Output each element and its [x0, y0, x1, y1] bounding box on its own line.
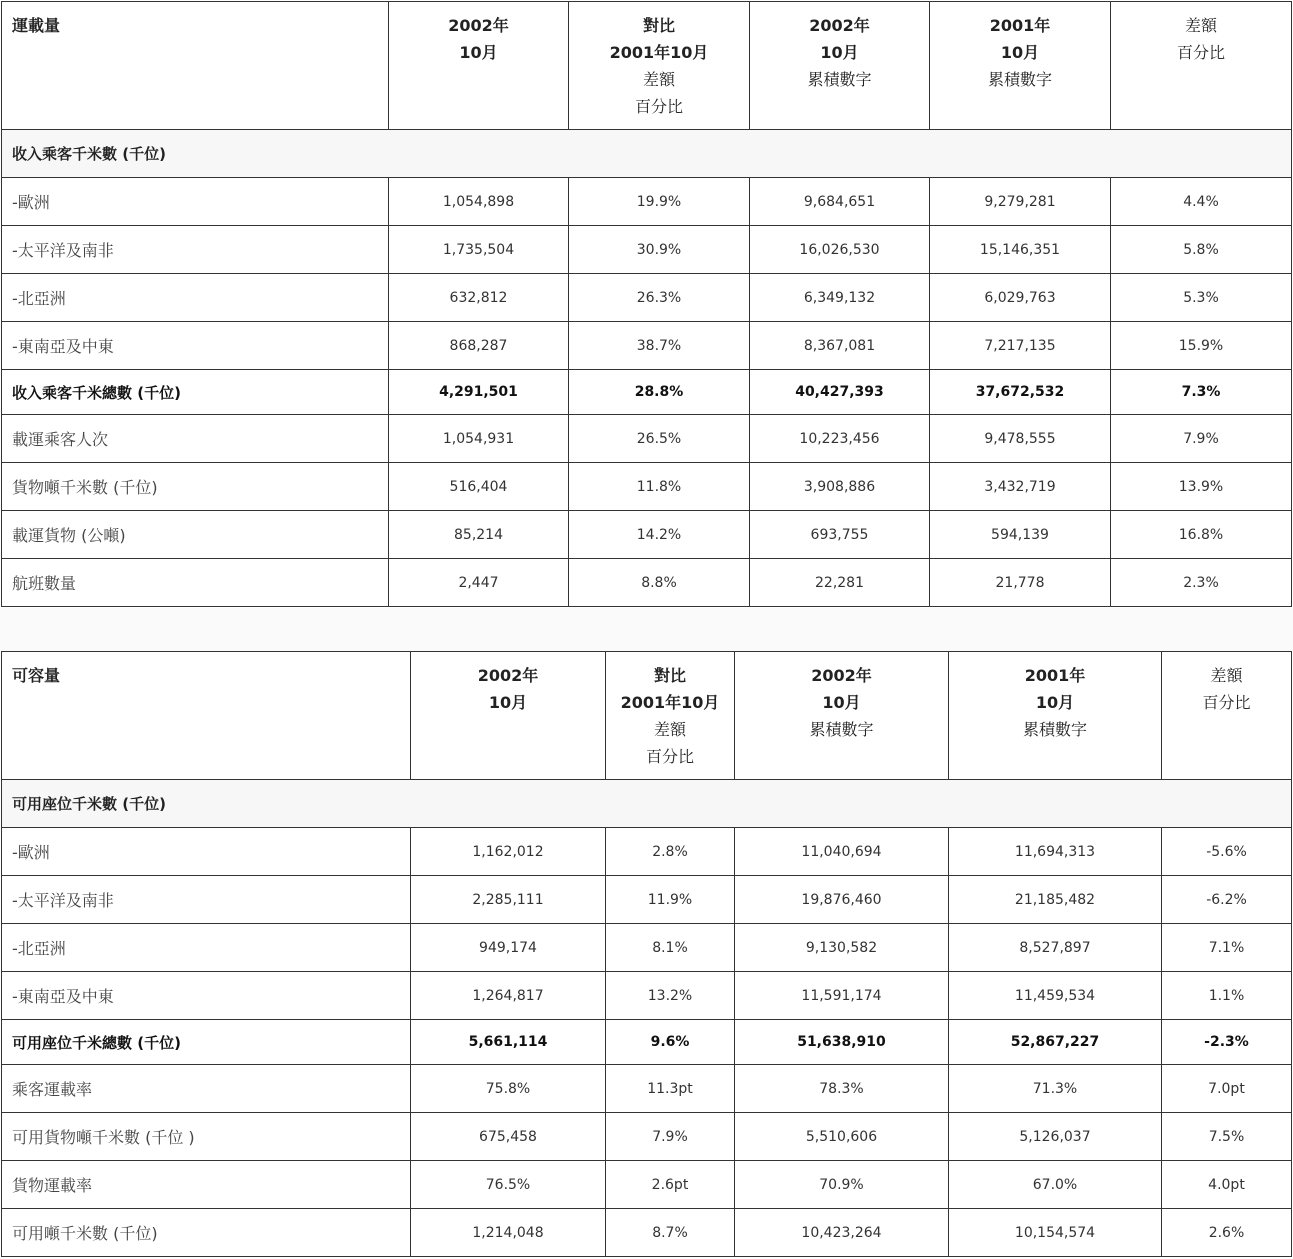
table-row — [2, 1113, 1292, 1161]
cell: 693,755 — [750, 511, 930, 559]
cell: 11,591,174 — [735, 972, 949, 1020]
table-row — [2, 972, 1292, 1020]
cell: 3,908,886 — [750, 463, 930, 511]
table-row — [2, 1209, 1292, 1257]
row-label: 乘客運載率 — [2, 1065, 411, 1113]
table-row — [2, 322, 1292, 370]
table-row — [2, 828, 1292, 876]
cell: 22,281 — [750, 559, 930, 607]
col-header-diff-percent: 差額 百分比 — [1111, 2, 1292, 130]
cell: 19.9% — [569, 178, 750, 226]
table-row — [2, 226, 1292, 274]
col-header-compare: 對比 2001年10月 差額 百分比 — [606, 652, 735, 780]
cell: 67.0% — [949, 1161, 1162, 1209]
cell: 6,029,763 — [930, 274, 1111, 322]
row-label: 貨物運載率 — [2, 1161, 411, 1209]
table-separator — [0, 608, 1293, 651]
col-header-2002-oct: 2002年 10月 — [411, 652, 606, 780]
cell: 1,054,931 — [389, 415, 569, 463]
cell: 26.5% — [569, 415, 750, 463]
cell: 52,867,227 — [949, 1020, 1162, 1065]
table-title: 運載量 — [2, 2, 389, 130]
table-title: 可容量 — [2, 652, 411, 780]
row-label: -太平洋及南非 — [2, 226, 389, 274]
cell: 8.8% — [569, 559, 750, 607]
table-header-row — [2, 652, 1292, 780]
col-header-2002-cumulative: 2002年 10月 累積數字 — [735, 652, 949, 780]
table-row — [2, 274, 1292, 322]
table-row — [2, 876, 1292, 924]
cell: 16.8% — [1111, 511, 1292, 559]
cell: 10,223,456 — [750, 415, 930, 463]
cell: 1,735,504 — [389, 226, 569, 274]
cell: 11,459,534 — [949, 972, 1162, 1020]
cell: 516,404 — [389, 463, 569, 511]
row-label: 貨物噸千米數 (千位) — [2, 463, 389, 511]
section-title: 收入乘客千米數 (千位) — [2, 130, 1292, 178]
cell: 6,349,132 — [750, 274, 930, 322]
cell: 26.3% — [569, 274, 750, 322]
cell: 70.9% — [735, 1161, 949, 1209]
cell: -6.2% — [1162, 876, 1292, 924]
section-title: 可用座位千米數 (千位) — [2, 780, 1292, 828]
cell: -2.3% — [1162, 1020, 1292, 1065]
cell: 11.3pt — [606, 1065, 735, 1113]
cell: 594,139 — [930, 511, 1111, 559]
cell: 7.0pt — [1162, 1065, 1292, 1113]
cell: 78.3% — [735, 1065, 949, 1113]
cell: 10,154,574 — [949, 1209, 1162, 1257]
cell: 16,026,530 — [750, 226, 930, 274]
row-label: -太平洋及南非 — [2, 876, 411, 924]
row-label: -歐洲 — [2, 828, 411, 876]
cell: 8.1% — [606, 924, 735, 972]
cell: 38.7% — [569, 322, 750, 370]
cell: 868,287 — [389, 322, 569, 370]
cell: 2.6% — [1162, 1209, 1292, 1257]
cell: 9,130,582 — [735, 924, 949, 972]
row-label: -北亞洲 — [2, 274, 389, 322]
cell: 3,432,719 — [930, 463, 1111, 511]
cell: 11,040,694 — [735, 828, 949, 876]
cell: 7.1% — [1162, 924, 1292, 972]
cell: 11.8% — [569, 463, 750, 511]
col-header-compare: 對比 2001年10月 差額 百分比 — [569, 2, 750, 130]
cell: 2,285,111 — [411, 876, 606, 924]
table-row — [2, 924, 1292, 972]
row-label: 航班數量 — [2, 559, 389, 607]
cell: 7,217,135 — [930, 322, 1111, 370]
row-label: 可用座位千米總數 (千位) — [2, 1020, 411, 1065]
cell: 7.9% — [1111, 415, 1292, 463]
cell: 4,291,501 — [389, 370, 569, 415]
cell: 85,214 — [389, 511, 569, 559]
cell: 2.6pt — [606, 1161, 735, 1209]
cell: 1,264,817 — [411, 972, 606, 1020]
cell: 40,427,393 — [750, 370, 930, 415]
col-header-2001-cumulative: 2001年 10月 累積數字 — [930, 2, 1111, 130]
cell: 15,146,351 — [930, 226, 1111, 274]
table-row — [2, 178, 1292, 226]
cell: 8.7% — [606, 1209, 735, 1257]
cell: 949,174 — [411, 924, 606, 972]
cell: 11,694,313 — [949, 828, 1162, 876]
table-row — [2, 559, 1292, 607]
cell: 5,510,606 — [735, 1113, 949, 1161]
cell: 2.3% — [1111, 559, 1292, 607]
cell: 4.4% — [1111, 178, 1292, 226]
total-row — [2, 1020, 1292, 1065]
cell: 9.6% — [606, 1020, 735, 1065]
col-header-2002-cumulative: 2002年 10月 累積數字 — [750, 2, 930, 130]
cell: 14.2% — [569, 511, 750, 559]
cell: 4.0pt — [1162, 1161, 1292, 1209]
cell: 9,478,555 — [930, 415, 1111, 463]
cell: 19,876,460 — [735, 876, 949, 924]
cell: 632,812 — [389, 274, 569, 322]
cell: 9,279,281 — [930, 178, 1111, 226]
cell: 10,423,264 — [735, 1209, 949, 1257]
cell: 28.8% — [569, 370, 750, 415]
table-row — [2, 415, 1292, 463]
cell: 13.2% — [606, 972, 735, 1020]
cell: 21,185,482 — [949, 876, 1162, 924]
cell: 9,684,651 — [750, 178, 930, 226]
cell: 21,778 — [930, 559, 1111, 607]
col-header-2002-oct: 2002年 10月 — [389, 2, 569, 130]
cell: 1,214,048 — [411, 1209, 606, 1257]
col-header-diff-percent: 差額 百分比 — [1162, 652, 1292, 780]
section-row — [2, 780, 1292, 828]
cell: 7.9% — [606, 1113, 735, 1161]
cell: 5.3% — [1111, 274, 1292, 322]
row-label: 載運貨物 (公噸) — [2, 511, 389, 559]
cell: 71.3% — [949, 1065, 1162, 1113]
col-header-2001-cumulative: 2001年 10月 累積數字 — [949, 652, 1162, 780]
cell: 7.3% — [1111, 370, 1292, 415]
cell: 11.9% — [606, 876, 735, 924]
cell: 30.9% — [569, 226, 750, 274]
cell: 5.8% — [1111, 226, 1292, 274]
cell: 2,447 — [389, 559, 569, 607]
cell: 37,672,532 — [930, 370, 1111, 415]
table-row — [2, 1065, 1292, 1113]
row-label: 載運乘客人次 — [2, 415, 389, 463]
cell: 1,162,012 — [411, 828, 606, 876]
cell: 13.9% — [1111, 463, 1292, 511]
section-row — [2, 130, 1292, 178]
row-label: 可用貨物噸千米數 (千位 ) — [2, 1113, 411, 1161]
cell: 76.5% — [411, 1161, 606, 1209]
cell: 675,458 — [411, 1113, 606, 1161]
cell: 7.5% — [1162, 1113, 1292, 1161]
cell: 5,661,114 — [411, 1020, 606, 1065]
cell: 1.1% — [1162, 972, 1292, 1020]
row-label: 收入乘客千米總數 (千位) — [2, 370, 389, 415]
cell: 51,638,910 — [735, 1020, 949, 1065]
row-label: -東南亞及中東 — [2, 972, 411, 1020]
table-row — [2, 463, 1292, 511]
row-label: 可用噸千米數 (千位) — [2, 1209, 411, 1257]
cell: 2.8% — [606, 828, 735, 876]
cell: 8,367,081 — [750, 322, 930, 370]
cell: 1,054,898 — [389, 178, 569, 226]
cell: 8,527,897 — [949, 924, 1162, 972]
total-row — [2, 370, 1292, 415]
row-label: -北亞洲 — [2, 924, 411, 972]
table-header-row — [2, 2, 1292, 130]
cell: 15.9% — [1111, 322, 1292, 370]
table-row — [2, 1161, 1292, 1209]
cell: -5.6% — [1162, 828, 1292, 876]
capacity-table — [1, 651, 1292, 1257]
cell: 75.8% — [411, 1065, 606, 1113]
row-label: -東南亞及中東 — [2, 322, 389, 370]
cell: 5,126,037 — [949, 1113, 1162, 1161]
table-row — [2, 511, 1292, 559]
row-label: -歐洲 — [2, 178, 389, 226]
traffic-table — [1, 1, 1292, 607]
